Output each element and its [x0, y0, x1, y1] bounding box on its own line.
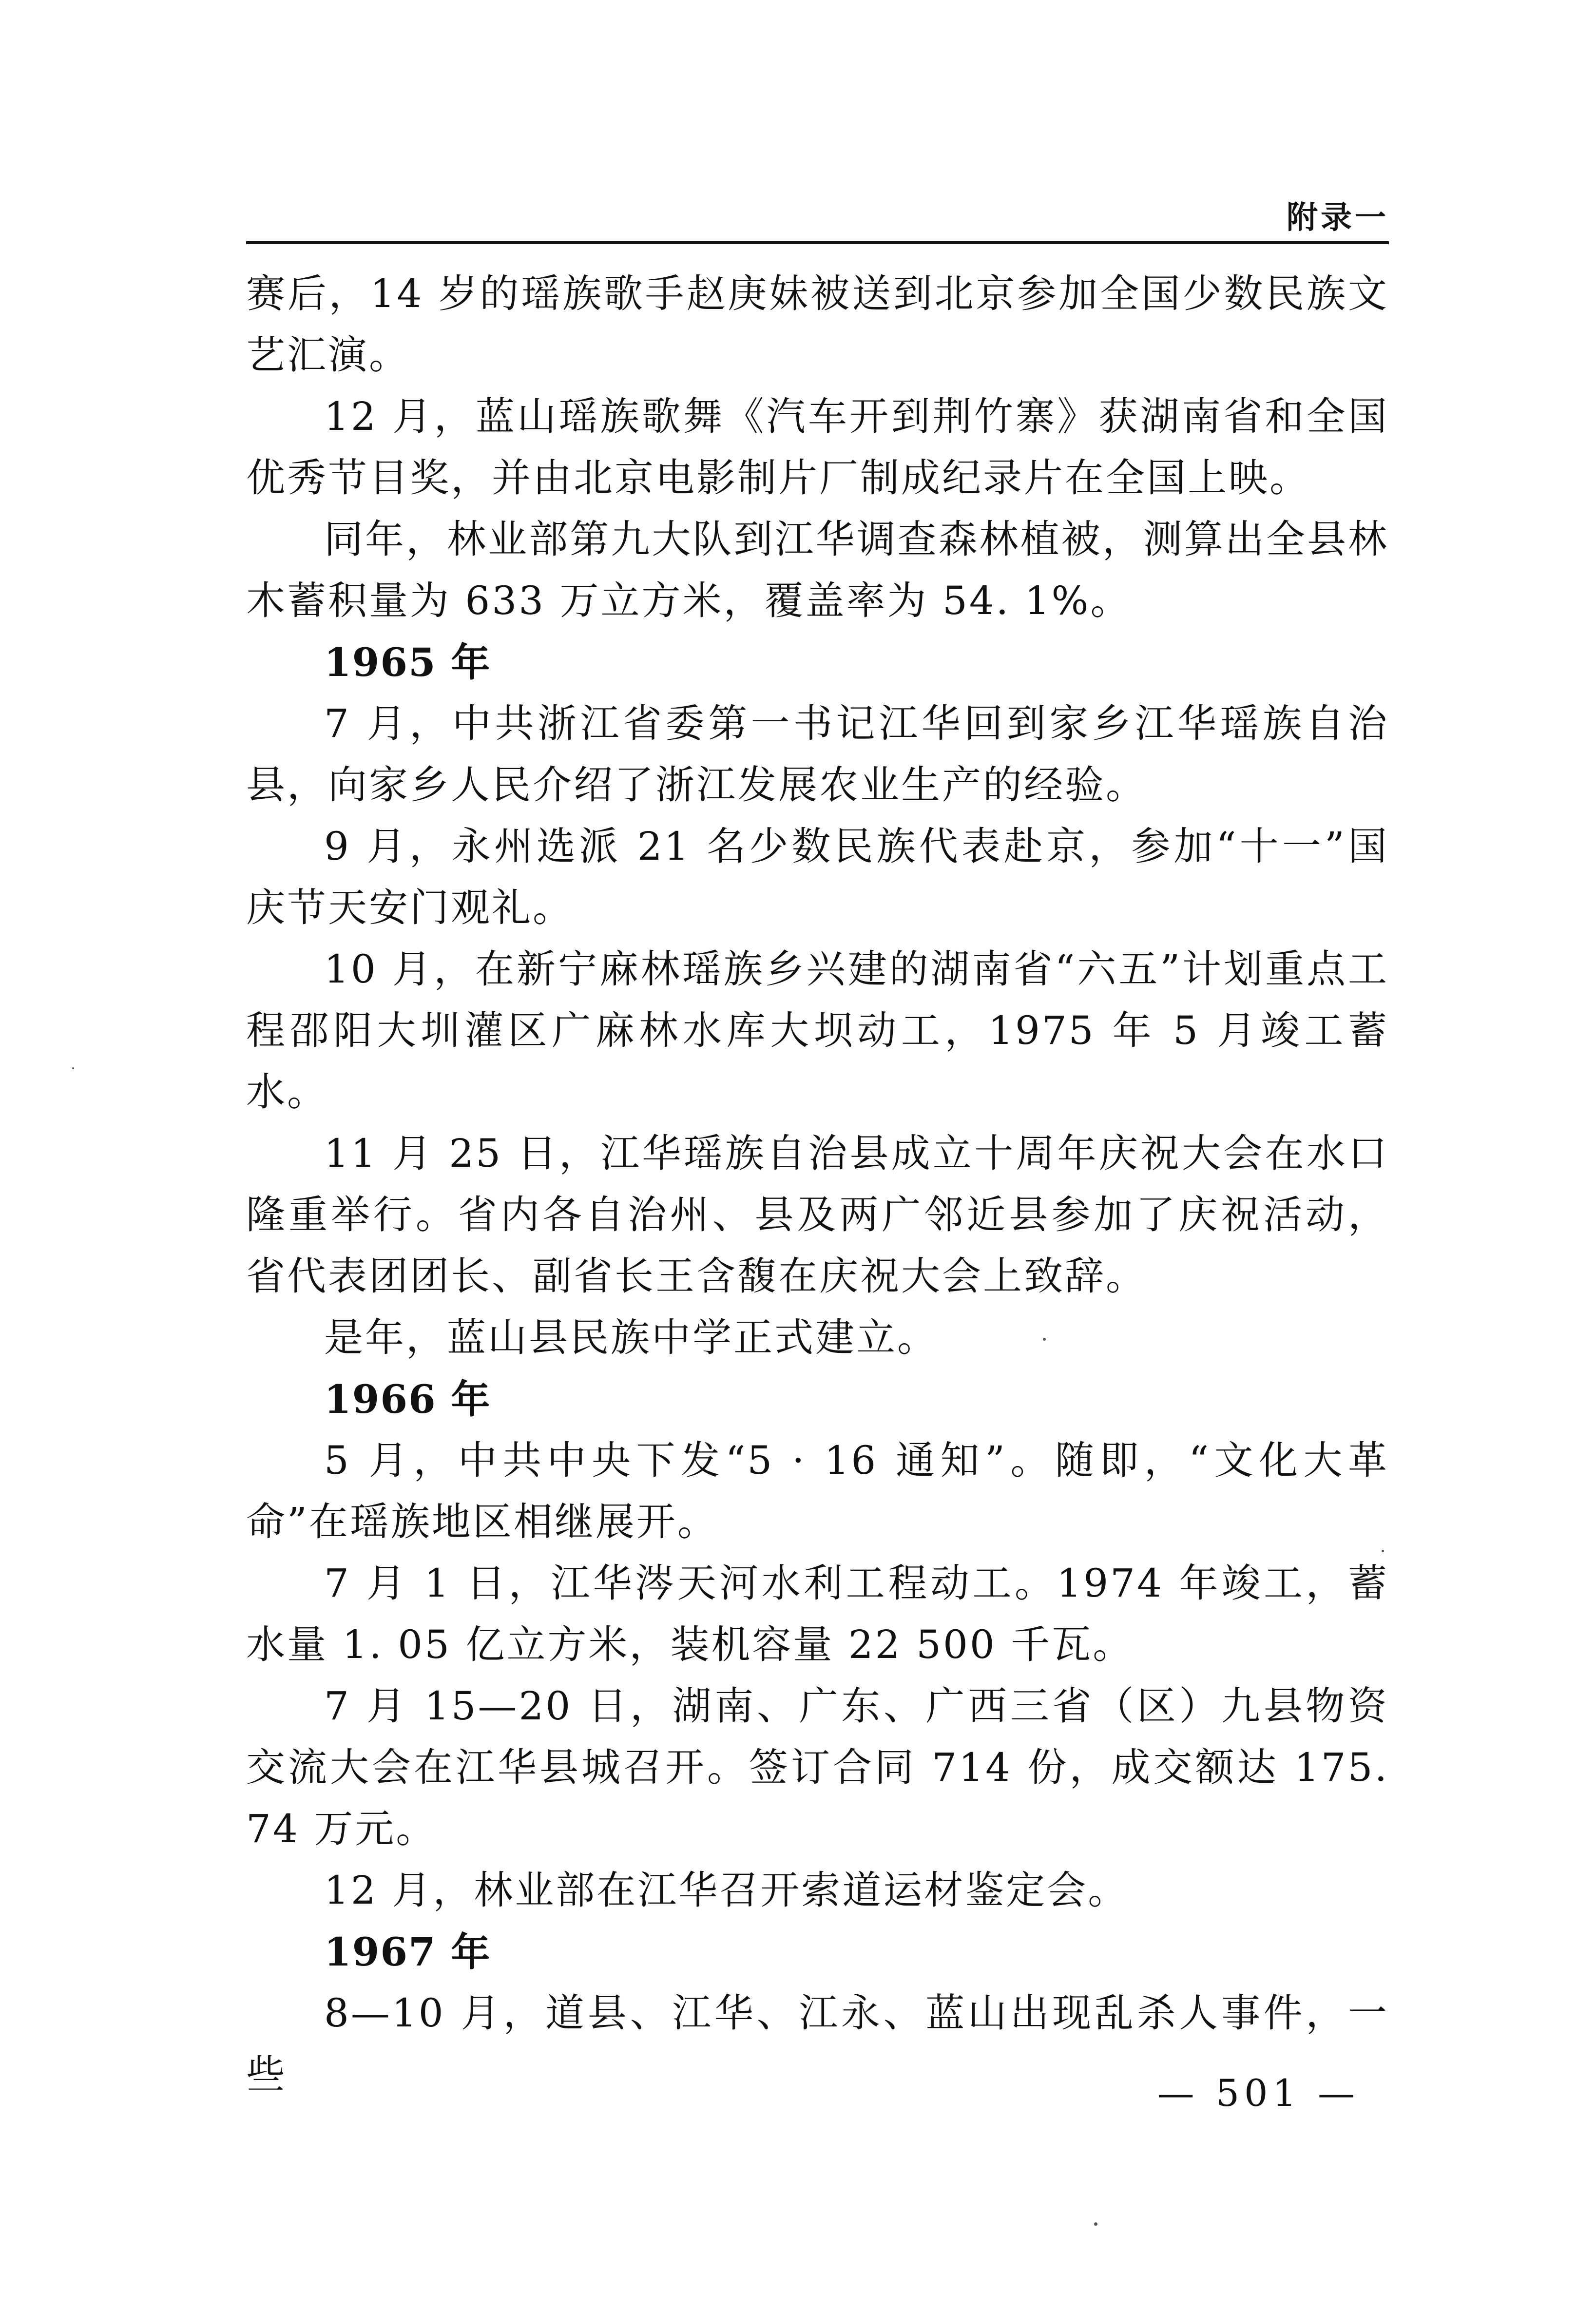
section-label: 附录一	[1287, 200, 1389, 236]
paragraph: 5 月，中共中央下发“5 · 16 通知”。随即，“文化大革命”在瑶族地区相继展开。	[246, 1438, 1389, 1544]
year-heading-1965: 1965 年	[324, 639, 491, 685]
scan-speck	[1382, 1550, 1384, 1552]
paragraph: 7 月，中共浙江省委第一书记江华回到家乡江华瑶族自治县，向家乡人民介绍了浙江发展农业生产的经验。	[246, 701, 1389, 808]
paragraph-continued: 赛后，14 岁的瑶族歌手赵庚妹被送到北京参加全国少数民族文艺汇演。	[246, 271, 1389, 378]
paragraph: 7 月 15—20 日，湖南、广东、广西三省（区）九县物资交流大会在江华县城召开。签订合同 714 份，成交额达 175. 74 万元。	[246, 1683, 1389, 1851]
scan-speck	[1094, 2222, 1097, 2226]
page-body	[246, 263, 1389, 2105]
paragraph: 10 月，在新宁麻林瑶族乡兴建的湖南省“六五”计划重点工程邵阳大圳灌区广麻林水库大坝动工，1975 年 5 月竣工蓄水。	[246, 946, 1389, 1115]
scan-speck	[72, 1067, 74, 1069]
paragraph: 8—10 月，道县、江华、江永、蓝山出现乱杀人事件，一些	[246, 1990, 1389, 2097]
paragraph: 12 月，林业部在江华召开索道运材鉴定会。	[324, 1868, 1129, 1913]
paragraph: 是年，蓝山县民族中学正式建立。	[324, 1315, 938, 1360]
scan-speck	[1043, 1338, 1046, 1341]
year-heading-1967: 1967 年	[324, 1929, 491, 1975]
paragraph: 7 月 1 日，江华涔天河水利工程动工。1974 年竣工，蓄水量 1. 05 亿立方米，装机容量 22 500 千瓦。	[246, 1561, 1389, 1667]
paragraph: 12 月，蓝山瑶族歌舞《汽车开到荆竹寨》获湖南省和全国优秀节目奖，并由北京电影制片厂制成纪录片在全国上映。	[246, 394, 1389, 501]
header-rule	[246, 241, 1389, 244]
paragraph: 9 月，永州选派 21 名少数民族代表赴京，参加“十一”国庆节天安门观礼。	[246, 824, 1389, 930]
year-heading-1966: 1966 年	[324, 1376, 491, 1422]
paragraph: 同年，林业部第九大队到江华调查森林植被，测算出全县林木蓄积量为 633 万立方米，覆盖率为 54. 1%。	[246, 517, 1389, 623]
page-number: — 501 —	[1157, 2071, 1360, 2115]
paragraph: 11 月 25 日，江华瑶族自治县成立十周年庆祝大会在水口隆重举行。省内各自治州、县及两广邻近县参加了庆祝活动，省代表团团长、副省长王含馥在庆祝大会上致辞。	[246, 1131, 1389, 1299]
